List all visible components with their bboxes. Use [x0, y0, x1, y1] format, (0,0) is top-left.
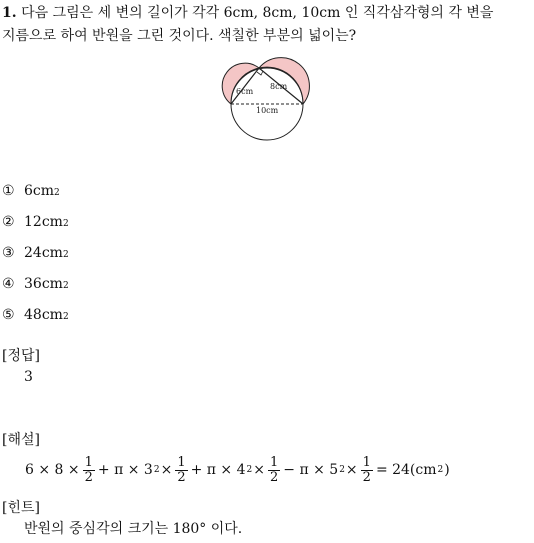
choice-sup: 2: [62, 219, 69, 229]
explanation-formula: 6 × 8 × $\frac{1}{2}$ + π × 3 2 × $\frac{1}{2}$ + π × 4 2 × $\frac{1}{2}$ − π × 5 2 × $\frac{1}{2}$ = 24(cm 2 ): [25, 454, 450, 485]
formula-part: 6 × 8 ×: [25, 462, 80, 478]
semicircle-figure: [218, 56, 318, 142]
hint-text: 반원의 중심각의 크기는 180° 이다.: [24, 521, 243, 537]
choice-value: 48cm: [24, 307, 63, 323]
answer-heading: [정답]: [2, 348, 40, 364]
hint-heading: [힌트]: [2, 500, 40, 516]
hint-section: [2, 498, 242, 540]
question-line-2: 지름으로 하여 반원을 그린 것이다. 색칠한 부분의 넓이는?: [2, 28, 357, 44]
choice-value: 24cm: [24, 245, 63, 261]
formula-part: ×: [345, 462, 358, 478]
formula-part: + π × 3: [97, 462, 153, 478]
question-text-1: 다음 그림은 세 변의 길이가 각각 6cm, 8cm, 10cm 인 직각삼각형의 각 변을: [21, 5, 494, 21]
choice-mark: ④: [2, 276, 15, 292]
choice-sup: 2: [62, 281, 69, 291]
choice-mark: ⑤: [2, 307, 15, 323]
fraction: $\frac{1}{2}$: [269, 454, 279, 485]
choice-mark: ①: [2, 183, 15, 199]
choice-value: 12cm: [24, 214, 63, 230]
choice-2[interactable]: [2, 211, 69, 242]
question-block: [2, 2, 532, 48]
answer-section: [2, 346, 40, 388]
question-line-1: [2, 2, 532, 25]
formula-part: ×: [253, 462, 265, 478]
formula-part: ): [444, 462, 450, 478]
label-10cm: 10cm: [256, 106, 279, 115]
formula-part: + π × 4: [190, 462, 246, 478]
choice-3[interactable]: [2, 242, 69, 273]
choice-5[interactable]: [2, 304, 69, 335]
fraction: $\frac{1}{2}$: [177, 454, 186, 485]
choice-1[interactable]: [2, 180, 69, 211]
formula-part: = 24(cm: [375, 462, 437, 478]
choice-4[interactable]: [2, 273, 69, 304]
explanation-heading: [해설]: [2, 432, 40, 448]
choice-mark: ②: [2, 214, 15, 230]
choices-list: [2, 180, 69, 335]
choice-sup: 2: [62, 312, 69, 322]
label-6cm: 6cm: [236, 87, 254, 96]
choice-sup: 2: [62, 250, 69, 260]
formula-part: ×: [160, 462, 173, 478]
choice-mark: ③: [2, 245, 15, 261]
choice-sup: 2: [54, 188, 60, 198]
figure-svg: [218, 56, 318, 142]
formula-part: − π × 5: [283, 462, 339, 478]
right-angle-mark: [257, 71, 263, 75]
answer-value: 3: [24, 369, 33, 385]
explanation-section: [2, 430, 451, 490]
question-number: 1.: [2, 5, 17, 21]
choice-value: 6cm: [24, 183, 55, 199]
label-8cm: 8cm: [270, 82, 288, 91]
choice-value: 36cm: [24, 276, 63, 292]
fraction: $\frac{1}{2}$: [362, 454, 371, 485]
fraction: $\frac{1}{2}$: [84, 454, 93, 485]
shaded-lune-left: [222, 63, 259, 104]
